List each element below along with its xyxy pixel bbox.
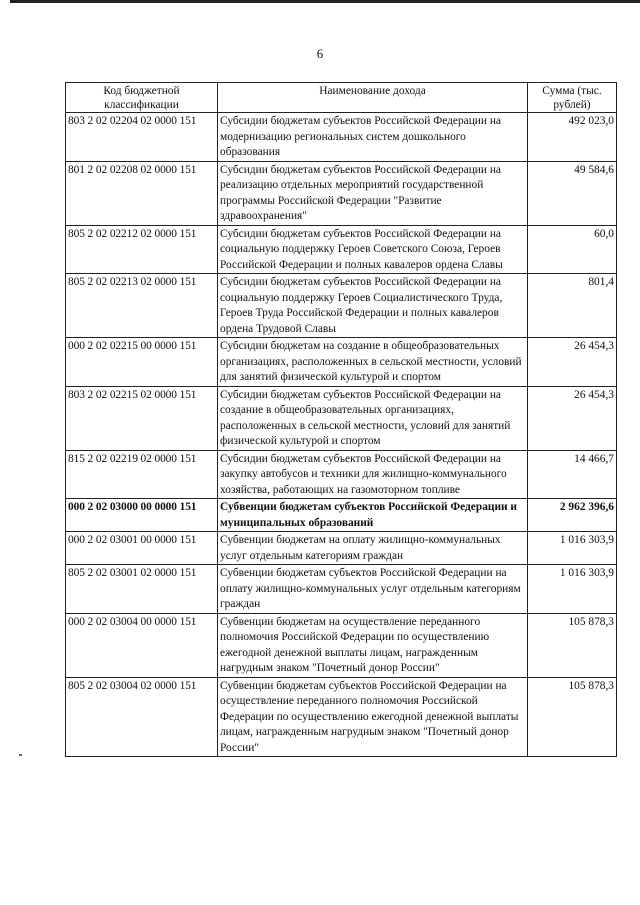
code-cell: 805 2 02 03004 02 0000 151 xyxy=(66,677,218,757)
table-row xyxy=(66,565,617,614)
code-cell: 000 2 02 03000 00 0000 151 xyxy=(66,499,218,532)
table-row xyxy=(66,225,617,274)
header-name: Наименование дохода xyxy=(218,83,528,113)
name-cell: Субсидии бюджетам субъектов Российской Федерации на реализацию отдельных мероприятий государственной программы Российской Федерации "Развитие здравоохранения" xyxy=(218,161,528,225)
sum-cell: 14 466,7 xyxy=(528,450,617,499)
header-sum: Сумма (тыс. рублей) xyxy=(528,83,617,113)
name-cell: Субсидии бюджетам субъектов Российской Федерации на создание в общеобразовательных организациях, расположенных в сельской местности, условий для занятий физической культурой и спортом xyxy=(218,386,528,450)
top-border-line xyxy=(10,0,640,3)
name-cell: Субсидии бюджетам субъектов Российской Федерации на социальную поддержку Героев Советского Союза, Героев Российской Федерации и полных кавалеров ордена Славы xyxy=(218,225,528,274)
header-code: Код бюджетной классификации xyxy=(66,83,218,113)
table-row xyxy=(66,113,617,162)
sum-cell: 492 023,0 xyxy=(528,113,617,162)
table-body xyxy=(66,113,617,757)
name-cell: Субвенции бюджетам на оплату жилищно-коммунальных услуг отдельным категориям граждан xyxy=(218,532,528,565)
table-row xyxy=(66,274,617,338)
table-row xyxy=(66,532,617,565)
name-cell: Субсидии бюджетам субъектов Российской Федерации на закупку автобусов и техники для жилищно-коммунального хозяйства, работающих на газомоторном топливе xyxy=(218,450,528,499)
table-header xyxy=(66,83,617,113)
code-cell: 805 2 02 02212 02 0000 151 xyxy=(66,225,218,274)
sum-cell: 801,4 xyxy=(528,274,617,338)
table-row xyxy=(66,161,617,225)
code-cell: 000 2 02 03001 00 0000 151 xyxy=(66,532,218,565)
table-row xyxy=(66,450,617,499)
sum-cell: 26 454,3 xyxy=(528,338,617,387)
sum-cell: 1 016 303,9 xyxy=(528,565,617,614)
code-cell: 803 2 02 02215 02 0000 151 xyxy=(66,386,218,450)
name-cell: Субвенции бюджетам субъектов Российской Федерации на осуществление переданного полномочия Российской Федерации по осуществлению ежегодной денежной выплаты лицам, награжденным нагрудным знаком "Почетный донор России" xyxy=(218,677,528,757)
code-cell: 000 2 02 03004 00 0000 151 xyxy=(66,613,218,677)
code-cell: 815 2 02 02219 02 0000 151 xyxy=(66,450,218,499)
code-cell: 801 2 02 02208 02 0000 151 xyxy=(66,161,218,225)
name-cell: Субсидии бюджетам на создание в общеобразовательных организациях, расположенных в сельской местности, условий для занятий физической культурой и спортом xyxy=(218,338,528,387)
table-row xyxy=(66,613,617,677)
name-cell: Субсидии бюджетам субъектов Российской Федерации на социальную поддержку Героев Социалистического Труда, Героев Труда Российской Федерации и полных кавалеров ордена Трудовой Славы xyxy=(218,274,528,338)
revenue-table xyxy=(65,82,617,757)
code-cell: 805 2 02 02213 02 0000 151 xyxy=(66,274,218,338)
table-row xyxy=(66,338,617,387)
header-row xyxy=(66,83,617,113)
table-row xyxy=(66,499,617,532)
sum-cell: 60,0 xyxy=(528,225,617,274)
code-cell: 000 2 02 02215 00 0000 151 xyxy=(66,338,218,387)
code-cell: 803 2 02 02204 02 0000 151 xyxy=(66,113,218,162)
sum-cell: 1 016 303,9 xyxy=(528,532,617,565)
name-cell: Субвенции бюджетам субъектов Российской Федерации и муниципальных образований xyxy=(218,499,528,532)
name-cell: Субсидии бюджетам субъектов Российской Федерации на модернизацию региональных систем дошкольного образования xyxy=(218,113,528,162)
sum-cell: 2 962 396,6 xyxy=(528,499,617,532)
code-cell: 805 2 02 03001 02 0000 151 xyxy=(66,565,218,614)
table-row xyxy=(66,677,617,757)
scan-speck xyxy=(19,754,22,756)
sum-cell: 26 454,3 xyxy=(528,386,617,450)
table-row xyxy=(66,386,617,450)
sum-cell: 49 584,6 xyxy=(528,161,617,225)
sum-cell: 105 878,3 xyxy=(528,677,617,757)
page-number: 6 xyxy=(316,46,324,61)
name-cell: Субвенции бюджетам субъектов Российской Федерации на оплату жилищно-коммунальных услуг отдельным категориям граждан xyxy=(218,565,528,614)
sum-cell: 105 878,3 xyxy=(528,613,617,677)
name-cell: Субвенции бюджетам на осуществление переданного полномочия Российской Федерации по осуществлению ежегодной денежной выплаты лицам, награжденным нагрудным знаком "Почетный донор России" xyxy=(218,613,528,677)
